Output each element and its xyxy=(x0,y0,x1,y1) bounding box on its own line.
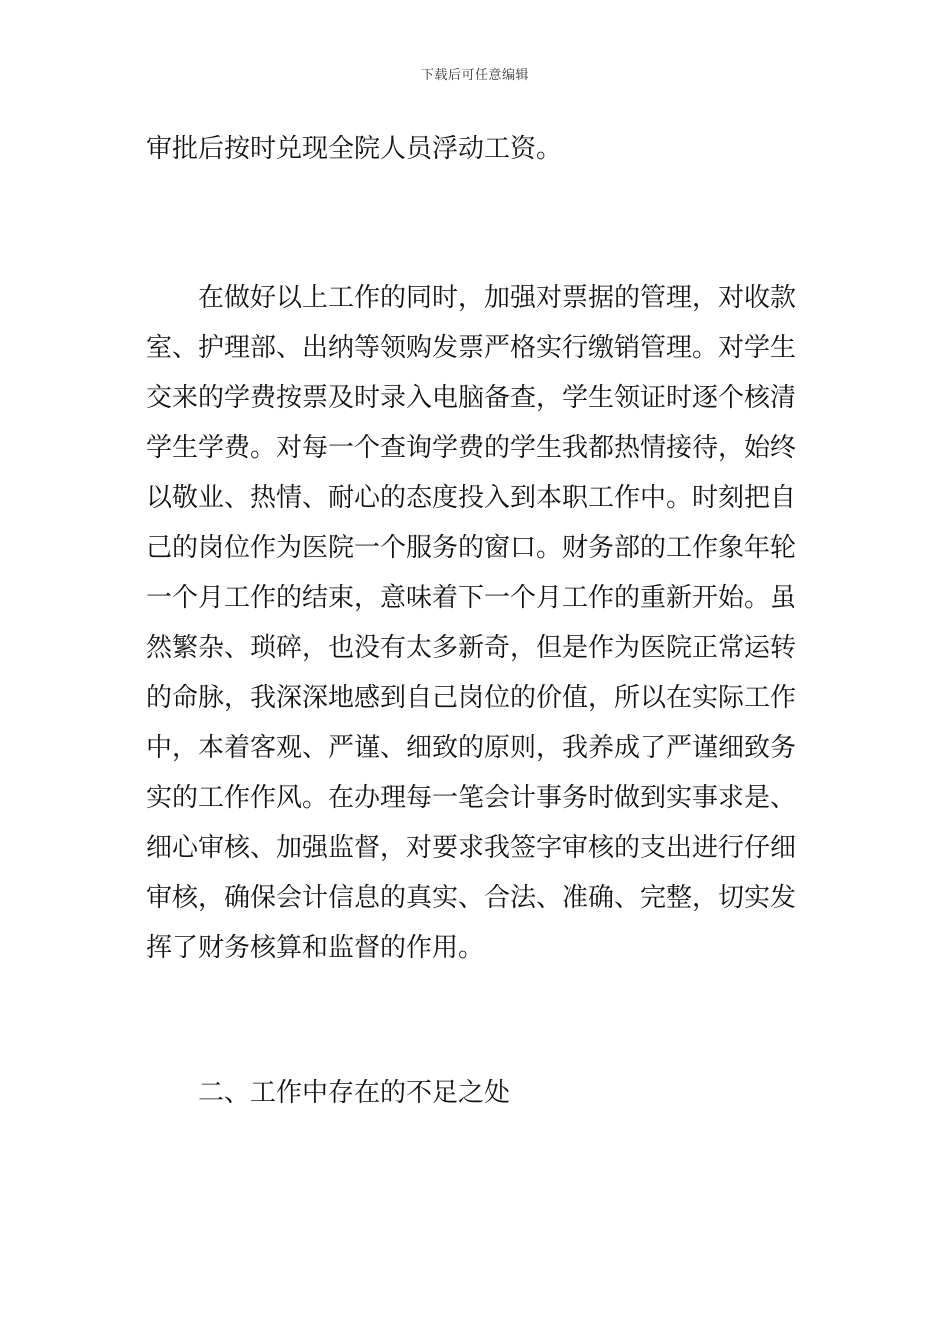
section-heading: 二、工作中存在的不足之处 xyxy=(198,1078,511,1108)
paragraph-line: 己的岗位作为医院一个服务的窗口。财务部的工作象年轮 xyxy=(146,533,797,563)
paragraph-line: 中，本着客观、严谨、细致的原则，我养成了严谨细致务 xyxy=(146,733,797,763)
body-paragraph xyxy=(146,282,816,982)
paragraph-line: 室、护理部、出纳等领购发票严格实行缴销管理。对学生 xyxy=(146,333,797,363)
paragraph-line: 挥了财务核算和监督的作用。 xyxy=(146,933,485,963)
paragraph-line: 然繁杂、琐碎，也没有太多新奇，但是作为医院正常运转 xyxy=(146,633,797,663)
paragraph-line: 审核，确保会计信息的真实、合法、准确、完整，切实发 xyxy=(146,883,797,913)
header-note: 下载后可任意编辑 xyxy=(420,68,529,83)
paragraph-line: 以敬业、热情、耐心的态度投入到本职工作中。时刻把自 xyxy=(146,483,797,513)
paragraph-line: 实的工作作风。在办理每一笔会计事务时做到实事求是、 xyxy=(146,783,797,813)
paragraph-line: 一个月工作的结束，意味着下一个月工作的重新开始。虽 xyxy=(146,583,797,613)
paragraph-line: 学生学费。对每一个查询学费的学生我都热情接待，始终 xyxy=(146,433,797,463)
continued-paragraph-line: 审批后按时兑现全院人员浮动工资。 xyxy=(146,134,563,164)
paragraph-line: 在做好以上工作的同时，加强对票据的管理，对收款 xyxy=(198,283,797,313)
paragraph-line: 细心审核、加强监督，对要求我签字审核的支出进行仔细 xyxy=(146,833,797,863)
paragraph-line: 的命脉，我深深地感到自己岗位的价值，所以在实际工作 xyxy=(146,683,797,713)
paragraph-line: 交来的学费按票及时录入电脑备查，学生领证时逐个核清 xyxy=(146,383,797,413)
